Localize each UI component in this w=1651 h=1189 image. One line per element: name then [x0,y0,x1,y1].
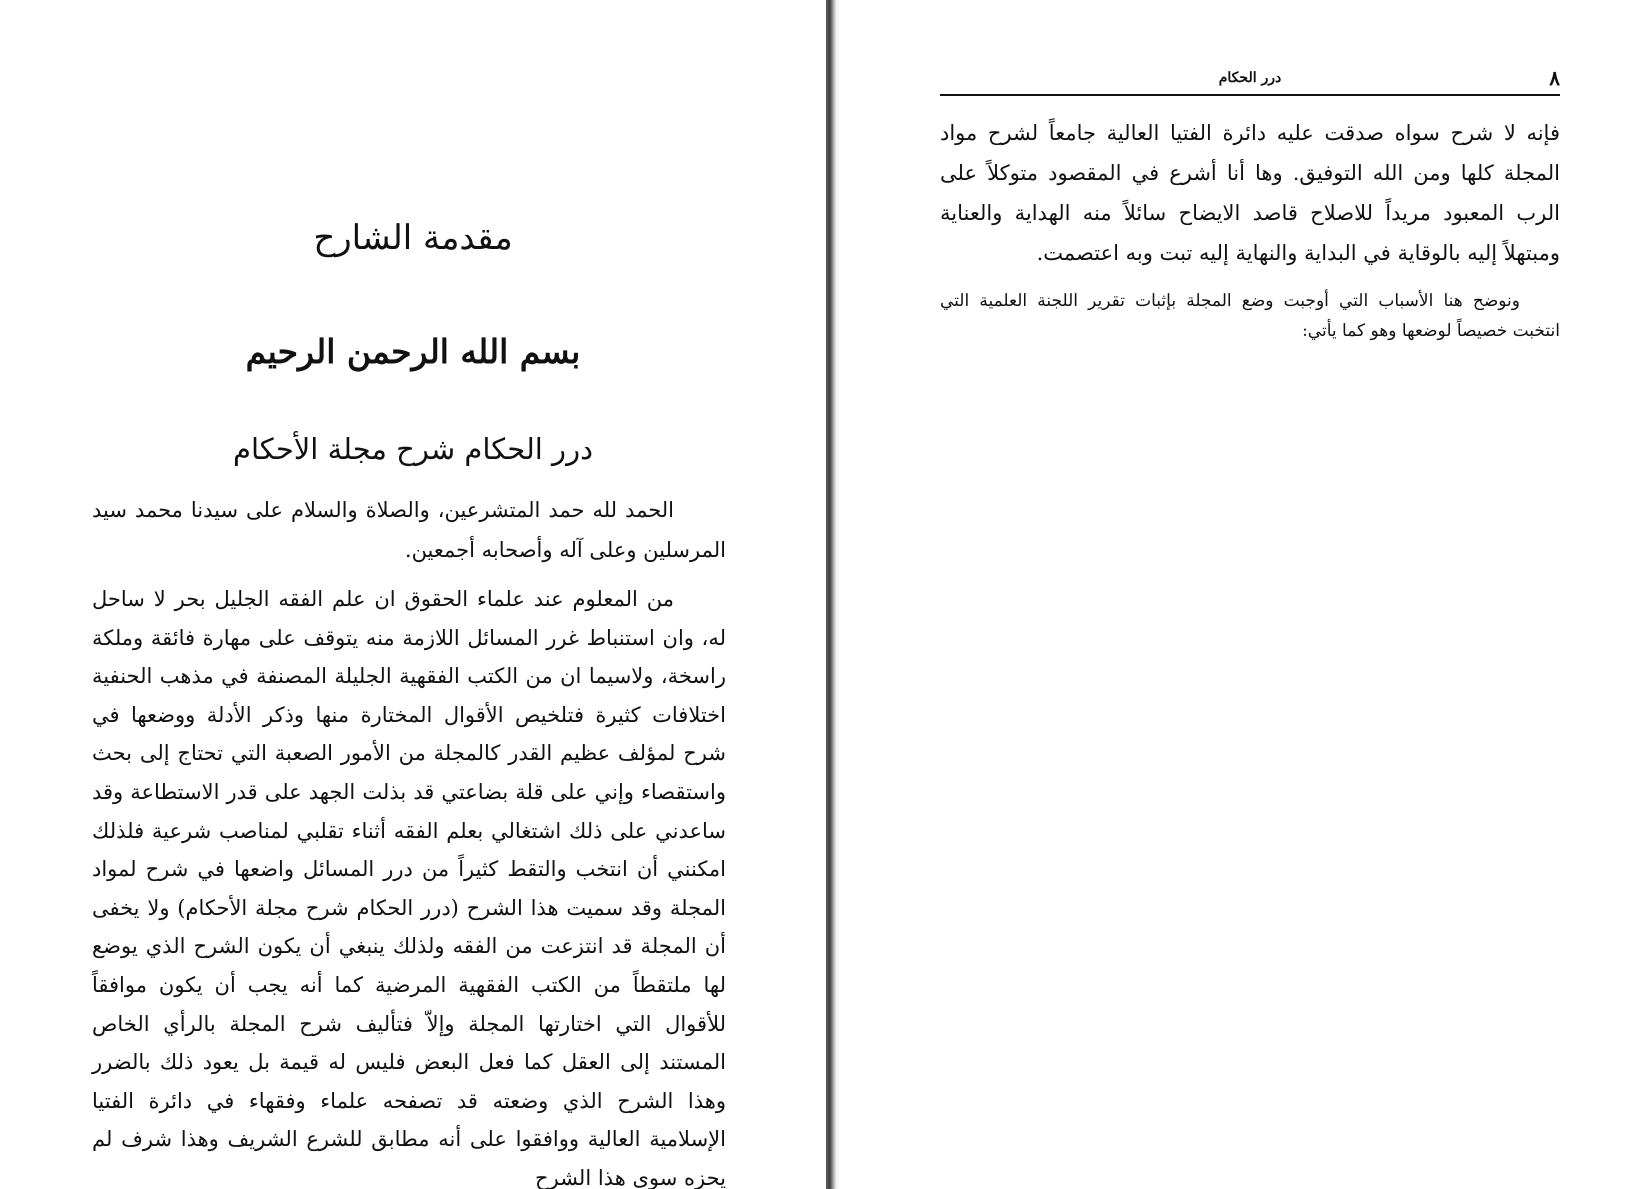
note-paragraph: ونوضح هنا الأسباب التي أوجبت وضع المجلة بإثبات تقرير اللجنة العلمية التي انتخبت خصيصاً لوضعها وهو كما يأتي: [940,291,1560,341]
opening-paragraph: الحمد لله حمد المتشرعين، والصلاة والسلام على سيدنا محمد سيد المرسلين وعلى آله وأصحابه أجمعين. [92,498,726,562]
basmala: بسم الله الرحمن الرحيم [245,332,581,371]
running-header [940,64,1560,96]
header-title: درر الحكام [1218,70,1282,86]
book-title: درر الحكام شرح مجلة الأحكام [233,432,593,466]
page-number: ٨ [1549,66,1560,90]
body-paragraph: من المعلوم عند علماء الحقوق ان علم الفقه الجليل بحر لا ساحل له، وان استنباط غرر المسائل اللازمة منه يتوقف على مهارة فائقة وملكة راسخة، ولاسيما ان من الكتب الفقهية الجليلة المصنفة في مذهب الحنفية اختلافات كثيرة فتلخيص الأقوال المختارة منها وذكر الأدلة ووضعها في شرح لمؤلف عظيم القدر كالمجلة من الأمور الصعبة التي تحتاج إلى بحث واستقصاء وإني على قلة بضاعتي قد بذلت الجهد على قدر الاستطاعة وقد ساعدني على ذلك اشتغالي بعلم الفقه أثناء تقلبي لمناصب شرعية فلذلك امكنني أن انتخب والتقط كثيراً من درر المسائل واضعها في شرح لمواد المجلة وقد سميت هذا الشرح (درر الحكام شرح مجلة الأحكام) ولا يخفى أن المجلة قد انتزعت من الفقه ولذلك ينبغي أن يكون الشرح الذي يوضع لها ملتقطاً من الكتب الفقهية المرضية كما أنه يجب أن يكون موافقاً للأقوال التي اختارتها المجلة وإلاّ فتأليف شرح المجلة بالرأي الخاص المستند إلى العقل كما فعل البعض فليس له قيمة بل يعود ذلك بالضرر وهذا الشرح الذي وضعته قد تصفحه علماء وفقهاء في دائرة الفتيا الإسلامية العالية ووافقوا على أنه مطابق للشرع الشريف وهذا شرف لم يحزه سوى هذا الشرح [92,587,726,1189]
continuation-paragraph: فإنه لا شرح سواه صدقت عليه دائرة الفتيا العالية جامعاً لشرح مواد المجلة كلها ومن الله التوفيق. وها أنا أشرع في المقصود متوكلاً على الرب المعبود مريداً للاصلاح قاصد الايضاح سائلاً منه الهداية والعناية ومبتهلاً إليه بالوقاية في البداية والنهاية إليه تبت وبه اعتصمت. [940,121,1560,265]
right-page [840,0,1651,1189]
book-gutter [826,0,840,1189]
intro-title: مقدمة الشارح [313,218,513,258]
